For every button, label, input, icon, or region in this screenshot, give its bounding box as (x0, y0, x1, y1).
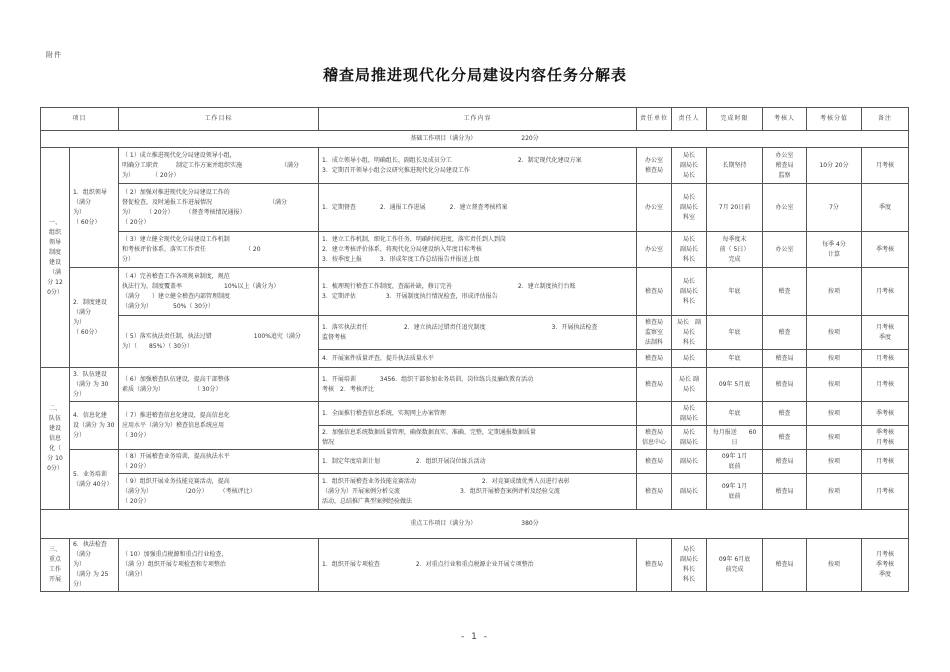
row5b-note: 月考核 (862, 350, 909, 368)
row8-goal: （ 8）开展稽查业务培训，提高执法水平 （ 20分） (119, 450, 319, 474)
row5-goal: （ 5）落实执法责任制，执法过错 100%追究（满分 为）（ 85%）（ 30分） (119, 316, 319, 368)
row5a-owner: 局长 副 局长 科长 (672, 316, 707, 350)
row2-deadline: 7月 20日前 (707, 184, 763, 232)
table-row (41, 474, 909, 510)
row10-owner: 局长 副局长 科长 科长 (672, 539, 707, 592)
row10-content: 1．组织开展专项检查 2．对重点行业和重点税源企业开展专项整治 (319, 539, 637, 592)
row4-deadline: 年底 (707, 268, 763, 316)
row4-score: 按项 (807, 268, 862, 316)
table-row (41, 539, 909, 592)
band-row-basic (41, 131, 909, 148)
row8-score: 按项 (807, 450, 862, 474)
row5b-assessor: 稽查局 (763, 350, 807, 368)
header-unit: 责任单位 (637, 108, 672, 131)
row5b-deadline: 年底 (707, 350, 763, 368)
row7a-note: 季考核 (862, 402, 909, 426)
row8-owner: 副局长 (672, 450, 707, 474)
row3-deadline: 每季度末 前（ 5日） 完成 (707, 232, 763, 268)
table-header-row (41, 108, 909, 131)
document-mark: 附件 (46, 51, 62, 59)
group-training: 5．业务培训 （满分 40分） (70, 450, 119, 510)
table-row (41, 368, 909, 402)
section-org-label: 一、 组织 领导 制度 建设 （满 分 12 0分） (41, 148, 70, 368)
row6-note: 月考核 (862, 368, 909, 402)
row7a-unit (637, 402, 672, 426)
row4-unit: 稽查局 (637, 268, 672, 316)
row9-assessor: 稽查局 (763, 474, 807, 510)
row5b-content: 4．开展案件质量评查，提升执法质量水平 (319, 350, 637, 368)
header-assessor: 考核人 (763, 108, 807, 131)
row7a-deadline: 年底 (707, 402, 763, 426)
row8-assessor: 稽查局 (763, 450, 807, 474)
row1-score: 10分 20分 (807, 148, 862, 184)
row3-assessor: 办公室 (763, 232, 807, 268)
group-org-leadership: 1．组织领导 （满分 为） （ 60分） (70, 148, 119, 268)
row7b-deadline: 每月报送 60 日 (707, 426, 763, 450)
row2-goal: （ 2）加强对推进现代化分局建设工作的 督促检查，及时通报工作进展情况 （满分 为） （ 20分） （督查考核情况通报） （ 20分） (119, 184, 319, 232)
row4-note: 月考核 (862, 268, 909, 316)
row10-goal: （ 10）加强重点税源和重点行业检查， （满 分）组织开展专项检查和专项整治 （满分） (119, 539, 319, 592)
row4-content: 1．梳理现行稽查工作制度，查漏补缺，修订完善 2．建立制度执行台账 3．定期评估 3．开展制度执行情况检查，形成评估报告 (319, 268, 637, 316)
row2-note: 季度 (862, 184, 909, 232)
group-inspection: 6．执法检查 （满分 为） （满分 为 25 分） (70, 539, 119, 592)
band-basic-items: 基础工作项目（满分为） 220分 (41, 131, 909, 148)
row3-owner: 局长 副局长 科长 (672, 232, 707, 268)
row2-content: 1．定期督查 2．通报工作进展 2．建立督查考核档案 (319, 184, 637, 232)
row7b-content: 2．加强信息系统数据质量管理，确保数据真实、准确、完整，定期通报数据质量 情况 (319, 426, 637, 450)
row9-deadline: 09年 1月 底前 (707, 474, 763, 510)
row4-goal: （ 4）完善稽查工作各项规章制度，规范 执法行为，制度覆盖率 10%以上（满分为） （满分 ）建立健全稽查内部管理制度 （满分为） 50%（ 30分） (119, 268, 319, 316)
row2-assessor: 办公室 (763, 184, 807, 232)
header-content: 工作内容 (319, 108, 637, 131)
row7a-score: 按项 (807, 402, 862, 426)
row2-owner: 局长 副局长 科室 (672, 184, 707, 232)
section-team-label: 二、 队伍 建设 信息 化（ 分 10 0分） (41, 368, 70, 510)
header-owner: 责任人 (672, 108, 707, 131)
row3-content: 1．建立工作机制，细化工作任务，明确时间进度，落实责任到人到岗 2．建立考核评价体系，将现代化分局建设纳入年度目标考核 3．按季度上报 3．形成年度工作总结报告并报送上级 (319, 232, 637, 268)
row9-note: 月考核 (862, 474, 909, 510)
group-system-building: 2．制度建设 （满分 为） （ 60分） (70, 268, 119, 368)
table-row (41, 184, 909, 232)
table-row (41, 402, 909, 426)
header-goal: 工作目标 (119, 108, 319, 131)
row4-assessor: 稽查 (763, 268, 807, 316)
row10-assessor: 稽查局 (763, 539, 807, 592)
row3-goal: （ 3）建立健全现代化分局建设工作机制 和考核评价体系，落实工作责任 （ 20 分） (119, 232, 319, 268)
row1-deadline: 长期坚持 (707, 148, 763, 184)
row8-content: 1．制定年度培训计划 2．组织开展岗位练兵活动 (319, 450, 637, 474)
row7a-owner: 局长 副局长 (672, 402, 707, 426)
row2-score: 7分 (807, 184, 862, 232)
row5b-unit: 稽查局 (637, 350, 672, 368)
document-title: 稽查局推进现代化分局建设内容任务分解表 (322, 66, 627, 84)
row5a-note: 月考核 季度 (862, 316, 909, 350)
row5a-deadline: 年底 (707, 316, 763, 350)
row5a-assessor: 稽查 (763, 316, 807, 350)
row1-goal: （ 1）成立推进现代化分局建设领导小组， 明确分工职责 制定工作方案并组织实施 （满分 为） （ 20分） (119, 148, 319, 184)
table-row (41, 450, 909, 474)
row8-deadline: 09年 1月 底前 (707, 450, 763, 474)
row1-assessor: 办公室 稽查局 监察 (763, 148, 807, 184)
row2-unit: 办公室 (637, 184, 672, 232)
row10-unit: 稽查局 (637, 539, 672, 592)
row1-unit: 办公室 稽查局 (637, 148, 672, 184)
row9-goal: （ 9）组织开展业务技能竞赛活动，提高 （满分为） （20分） （考核评比） （ 20分） (119, 474, 319, 510)
row8-note: 月考核 (862, 450, 909, 474)
table-row (41, 316, 909, 350)
row3-unit: 办公室 (637, 232, 672, 268)
group-it-building: 4．信息化建 设（满分 为 30 分） (70, 402, 119, 450)
page-number: - 1 - (461, 632, 489, 642)
task-breakdown-table (40, 107, 909, 592)
header-project: 项目 (41, 108, 119, 131)
row4-owner: 局长 副局长 科长 (672, 268, 707, 316)
table-row (41, 232, 909, 268)
row1-content: 1．成立领导小组，明确组长、副组长及成员分工 2．制定现代化建设方案 3．定期召开领导小组会议研究推进现代化分局建设工作 (319, 148, 637, 184)
row1-owner: 局长 副局长 局长 (672, 148, 707, 184)
row9-content: 1．组织开展稽查业务技能竞赛活动 2．对竞赛成绩优秀人员进行表彰 （满分为）开展案例分析交流 3．组织开展稽查案例评析及经验交流 活动，总结推广典型案例经验做法 (319, 474, 637, 510)
row6-goal: （ 6）加强稽查队伍建设，提高干部整体 素质（满分为） （ 30分） (119, 368, 319, 402)
header-score: 考核分值 (807, 108, 862, 131)
row5b-score: 按项 (807, 350, 862, 368)
band-row-key (41, 510, 909, 539)
row7b-score: 按项 (807, 426, 862, 450)
table-row (41, 148, 909, 184)
row5a-score: 按项 (807, 316, 862, 350)
row6-deadline: 09年 5月底 (707, 368, 763, 402)
row10-deadline: 09年 6月底 前完成 (707, 539, 763, 592)
band-key-items: 重点工作项目（满分为） 380分 (41, 510, 909, 539)
row8-unit: 稽查局 (637, 450, 672, 474)
header-note: 备注 (862, 108, 909, 131)
row6-unit: 稽查局 (637, 368, 672, 402)
row7a-assessor: 稽查 (763, 402, 807, 426)
section-key-label: 三、 重点 工作 开展 (41, 539, 70, 592)
row7b-unit: 稽查局 信息中心 (637, 426, 672, 450)
row9-owner: 副局长 (672, 474, 707, 510)
row9-unit: 稽查局 (637, 474, 672, 510)
row3-score: 每季 4分 计算 (807, 232, 862, 268)
row7b-note: 季考核 月考核 (862, 426, 909, 450)
row7a-content: 1．全面推行稽查信息系统，实现网上办案管理 (319, 402, 637, 426)
row10-note: 月考核 季考核 季度 (862, 539, 909, 592)
row6-score: 按项 (807, 368, 862, 402)
row6-content: 1．开展培训 3456．组织干部参加业务培训、岗位练兵及廉政教育活动 考核 2．考核评比 (319, 368, 637, 402)
row7b-owner: 局长 副局长 (672, 426, 707, 450)
row9-score: 按项 (807, 474, 862, 510)
group-team-building: 3．队伍建设 （满分 为 30 分） (70, 368, 119, 402)
row1-note: 月考核 (862, 148, 909, 184)
row7b-assessor: 稽查 (763, 426, 807, 450)
row6-assessor: 稽查局 (763, 368, 807, 402)
row6-owner: 局长 副 局长 (672, 368, 707, 402)
row3-note: 季考核 (862, 232, 909, 268)
row5a-content: 1．落实执法责任 2．建立执法过错责任追究制度 3．开展执法检查 监督考核 (319, 316, 637, 350)
row10-score: 按项 (807, 539, 862, 592)
row5b-owner: 局长 (672, 350, 707, 368)
header-deadline: 完成时限 (707, 108, 763, 131)
row7-goal: （ 7）推进稽查信息化建设，提高信息化 应用水平（满分为）稽查信息系统应用 （ 30分） (119, 402, 319, 450)
table-row (41, 268, 909, 316)
row5a-unit: 稽查局 监察室 法制科 (637, 316, 672, 350)
